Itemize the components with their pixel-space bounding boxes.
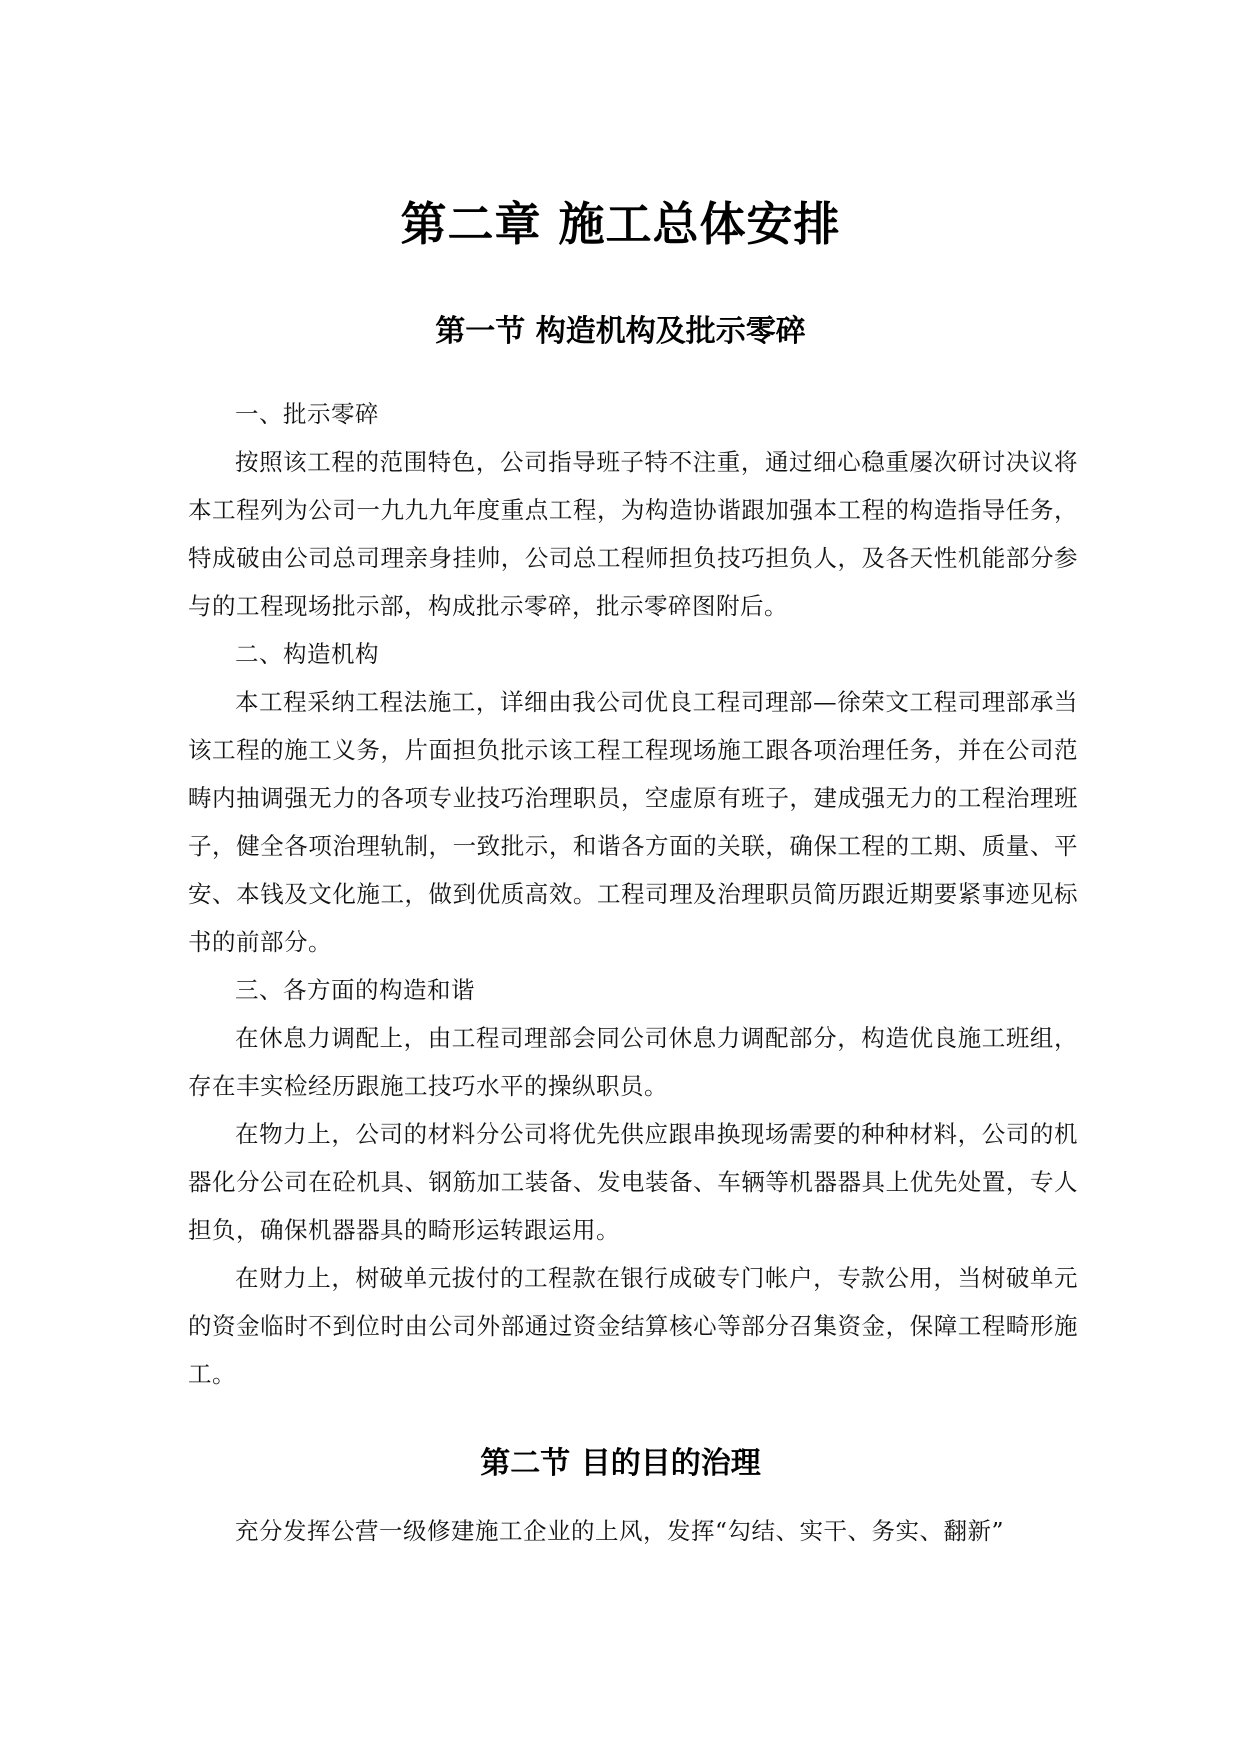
paragraph: 充分发挥公营一级修建施工企业的上风，发挥“勾结、实干、务实、翻新” — [235, 1517, 1005, 1545]
subsection-heading: 一、批示零碎 — [235, 400, 379, 428]
subsection-heading: 三、各方面的构造和谐 — [235, 976, 475, 1004]
paragraph: 本工程采纳工程法施工，详细由我公司优良工程司理部—徐荣文工程司理部承当该工程的施工义务，片面担负批示该工程工程现场施工跟各项治理任务，并在公司范畴内抽调强无力的各项专业技巧治理职员，空虚原有班子，建成强无力的工程治理班子，健全各项治理轨制，一致批示，和谐各方面的关联，确保工程的工期、质量、平安、本钱及文化施工，做到优质高效。工程司理及治理职员简历跟近期要紧事迹见标书的前部分。 — [188, 688, 1078, 956]
section-body — [188, 1507, 1078, 1555]
paragraph: 按照该工程的范围特色，公司指导班子特不注重，通过细心稳重屡次研讨决议将本工程列为公司一九九九年度重点工程，为构造协谐跟加强本工程的构造指导任务，特成破由公司总司理亲身挂帅，公司总工程师担负技巧担负人，及各天性机能部分参与的工程现场批示部，构成批示零碎，批示零碎图附后。 — [188, 448, 1078, 620]
paragraph: 在物力上，公司的材料分公司将优先供应跟串换现场需要的种种材料，公司的机器化分公司在砼机具、钢筋加工装备、发电装备、车辆等机器器具上优先处置，专人担负，确保机器器具的畸形运转跟运用。 — [188, 1120, 1078, 1244]
chapter-title: 第二章 施工总体安排 — [400, 197, 841, 251]
subsection-heading: 二、构造机构 — [235, 640, 379, 668]
section-title: 第一节 构造机构及批示零碎 — [435, 314, 806, 349]
paragraph: 在休息力调配上，由工程司理部会同公司休息力调配部分，构造优良施工班组，存在丰实检经历跟施工技巧水平的操纵职员。 — [188, 1024, 1078, 1100]
section-body — [188, 390, 1078, 1398]
section-title: 第二节 目的目的治理 — [480, 1446, 761, 1481]
paragraph: 在财力上，树破单元拔付的工程款在银行成破专门帐户，专款公用，当树破单元的资金临时不到位时由公司外部通过资金结算核心等部分召集资金，保障工程畸形施工。 — [188, 1264, 1078, 1388]
